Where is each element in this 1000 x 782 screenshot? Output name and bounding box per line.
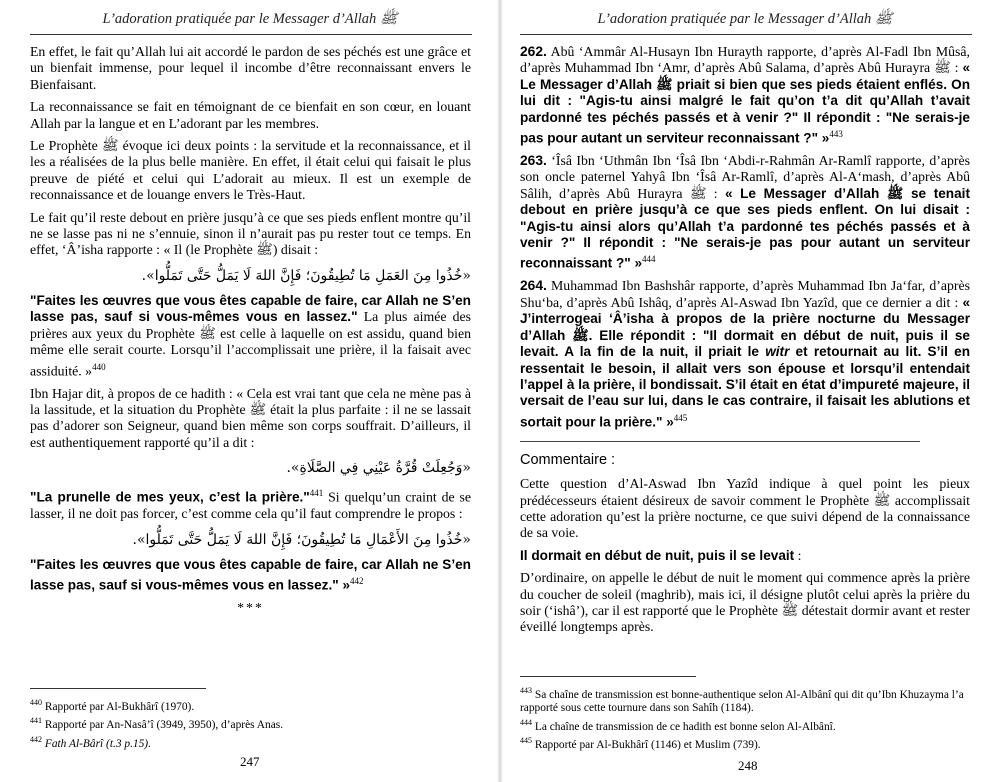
footnote-text: Rapporté par Al-Bukhârî (1970). [44, 700, 195, 713]
section-rule [520, 441, 920, 442]
running-head: L’adoration pratiquée par le Messager d’Allah ﷺ [102, 11, 398, 27]
hadith-text: et retournait au lit. S’il en ressentait le besoin, il allait vers son épouse et lorsqu’il entendait l’appel à la prière, il bondissait. S’il était en état d’impureté majeure, il versait de l’eau sur lui, dans le cas contraire, il faisait les ablutions et sortait pour la prière." » [520, 344, 970, 430]
arabic-quote: «خُذُوا مِنَ العَمَلِ مَا تُطِيقُونَ؛ فَإِنَّ اللهَ لَا يَمَلُّ حَتَّى تَمَلُّوا». [141, 267, 471, 284]
header-rule [520, 34, 972, 35]
footnote-ref[interactable]: 443 [829, 129, 843, 140]
section-separator: *** [237, 599, 264, 615]
text: La plus aimée des prières aux yeux du Prophète ﷺ est celle à laquelle on est assidu, quand bien même elle serait courte. Lorsqu’il l’accomplissait une prière, il la faisait avec assiduité. » [30, 309, 471, 379]
hadith-262 [520, 44, 970, 147]
narration: Muhammad Ibn Bashshâr rapporte, d’après Muhammad Ibn Ja‘far, d’après Shu‘ba, d’après Abû Ishâq, d’après Al-Aswad Ibn Yazîd, que ce dernier a dit : [520, 278, 970, 310]
footnote-ref[interactable]: 440 [92, 361, 106, 372]
bold-translation: "Faites les œuvres que vous êtes capable de faire, car Allah ne S’en lasse pas, sauf si vous-mêmes vous en lassez." [30, 292, 471, 325]
commentary-text: Cette question d’Al-Aswad Ibn Yazîd indique à quel point les pieux prédécesseurs étaient désireux de savoir comment le Prophète ﷺ accomplissait cette adoration qu’est la prière nocturne, ce que suivi dépend de la connaissance de sa voie. [520, 476, 970, 541]
hadith-number: 263. [520, 153, 547, 169]
arabic-quote: «وَجُعِلَتْ قُرَّةُ عَيْنِي فِي الصَّلَاةِ». [286, 460, 471, 477]
text: Si quelqu’un craint de se lasser, il ne doit pas forcer, c’est comme cela qu’il faut comprendre le propos : [30, 489, 471, 522]
footnote-ref[interactable]: 444 [642, 254, 656, 265]
footnote-number: 441 [30, 716, 42, 726]
paragraph: Le fait qu’il reste debout en prière jusqu’à ce que ses pieds enflent montre qu’il ne se lasse pas ni ne s’ennuie, sinon il n’aurait pas pu rester tout ce temps. En effet, ‘Â’isha rapporte : « Il (le Prophète ﷺ) disait : [30, 209, 471, 258]
footnote [520, 734, 972, 752]
footnote-ref[interactable]: 445 [673, 412, 688, 423]
bold-translation: "Faites les œuvres que vous êtes capable de faire, car Allah ne S’en lasse pas, sauf si vous-mêmes vous en lassez." » [30, 556, 471, 593]
running-head: L’adoration pratiquée par le Messager d’Allah ﷺ [597, 11, 893, 27]
footnote-number: 442 [30, 734, 42, 744]
arabic-quote: «خُذُوا مِنَ الأَعْمَالِ مَا تُطِيقُونَ؛ فَإِنَّ اللهَ لَا يَمَلُّ حَتَّى تَمَلُّوا». [132, 531, 471, 548]
hadith-264 [520, 278, 970, 430]
paragraph: Le Prophète ﷺ évoque ici deux points : la servitude et la reconnaissance, et il les a réalisées de la plus belle manière. En effet, il était celui qui faisait le plus preuve de piété et celui qui L’adorait au mieux. Il est un exemple de reconnaissance et de louange envers le Très-Haut. [30, 138, 471, 203]
footnote-number: 443 [520, 686, 532, 695]
explanation: D’ordinaire, on appelle le début de nuit le moment qui commence après la prière du coucher de soleil (maghrib), mais ici, il désigne plutôt celui après la prière du soir (‘ishâ’), car il est rapporté que le Prophète ﷺ détestait dormir avant et rester éveillé longtemps après. [520, 570, 970, 635]
footnote-ref[interactable]: 441 [309, 488, 324, 499]
paragraph: En effet, le fait qu’Allah lui ait accordé le pardon de ses péchés est une grâce et un bienfait immense, pour lequel il incombe d’être reconnaissant envers le Bienfaisant. [30, 44, 471, 92]
subheading-colon: : [794, 547, 802, 563]
hadith-text: « Le Messager d’Allah ﷺ priait si bien que ses pieds étaient enflés. On lui dit : "Agis-tu ainsi malgré le fait qu’on t’a dit qu’Allah t’avait pardonné tes péchés passés et à venir ?" Il répondit : "Ne serais-je pas pour autant un serviteur reconnaissant ?" » [520, 60, 970, 146]
page-number: 247 [240, 754, 260, 769]
page-number: 248 [738, 758, 758, 773]
commentary-heading: Commentaire : [520, 451, 616, 468]
body-text [520, 44, 970, 642]
footnote-text: Rapporté par Al-Bukhârî (1146) et Muslim (739). [534, 739, 761, 752]
footnote-text: Fath Al-Bârî (t.3 p.15). [44, 737, 151, 750]
footnote-text: La chaîne de transmission de ce hadith est bonne selon Al-Albânî. [534, 720, 836, 733]
narration: Abû ‘Ammâr Al-Husayn Ibn Hurayth rapporte, d’après Al-Fadl Ibn Mûsâ, d’après Muhammad Ibn ‘Amr, d’après Abû Salama, d’après Abû Hurayra ﷺ : [520, 44, 970, 76]
subheading: Il dormait en début de nuit, puis il se levait [520, 547, 795, 563]
paragraph: La reconnaissance se fait en témoignant de ce bienfait en son cœur, en louant Allah par la langue et en L’adorant par les membres. [30, 99, 471, 131]
footnote-number: 445 [520, 736, 532, 746]
footnote-number: 440 [30, 698, 42, 707]
footnote-rule [520, 676, 696, 677]
subheading-line [520, 548, 970, 564]
hadith-text-italic: witr [765, 344, 790, 360]
footnote-ref[interactable]: 442 [350, 575, 364, 586]
hadith-number: 262. [520, 44, 547, 59]
hadith-text: « Le Messager d’Allah ﷺ se tenait debout en prière jusqu’à ce que ses pieds enflent. On lui disait : "Agis-tu ainsi alors qu’Allah t’a pardonné tes péchés passés et à venir ?" Il répondit : "Ne serais-je pas pour autant un serviteur reconnaissant ?" » [520, 185, 970, 272]
footnote [520, 716, 972, 734]
hadith-number: 264. [520, 278, 547, 294]
footnote [520, 684, 972, 716]
paragraph: Ibn Hajar dit, à propos de ce hadith : « Cela est vrai tant que cela ne mène pas à la lassitude, et la situation du Prophète ﷺ était la plus parfaite : il ne se lassait pas d’adorer son Seigneur, quand bien même son corps souffrait. D’ailleurs, il est authentiquement rapporté qu’il a dit : [30, 385, 472, 450]
footnote-number: 444 [520, 717, 532, 727]
hadith-text: « J’interrogeai ‘Â’isha à propos de la prière nocturne du Messager d’Allah ﷺ. Elle répondit : "Il dormait en début de nuit, puis il se levait. A la fin de la nuit, il priait le [520, 294, 970, 360]
footnote-text: Sa chaîne de transmission est bonne-authentique selon Al-Albânî qui dit qu’Ibn Khuzayma l’a rapporté sous cette tournure dans son Sahîh (1184). [520, 688, 964, 715]
bold-translation: "La prunelle de mes yeux, c’est la prière." [30, 489, 310, 505]
footnotes [520, 684, 972, 753]
narration: ‘Îsâ Ibn ‘Uthmân Ibn ‘Îsâ Ibn ‘Abdi-r-Rahmân Ar-Ramlî rapporte, d’après son oncle paternel Yahyâ Ibn ‘Îsâ Ar-Ramlî, d’après Al-A‘mash, d’après Abû Sâlih, d’après Abû Hurayra ﷺ : [520, 153, 970, 201]
footnote-text: Rapporté par An-Nasâ’î (3949, 3950), d’après Anas. [44, 719, 284, 732]
hadith-263 [520, 153, 970, 272]
